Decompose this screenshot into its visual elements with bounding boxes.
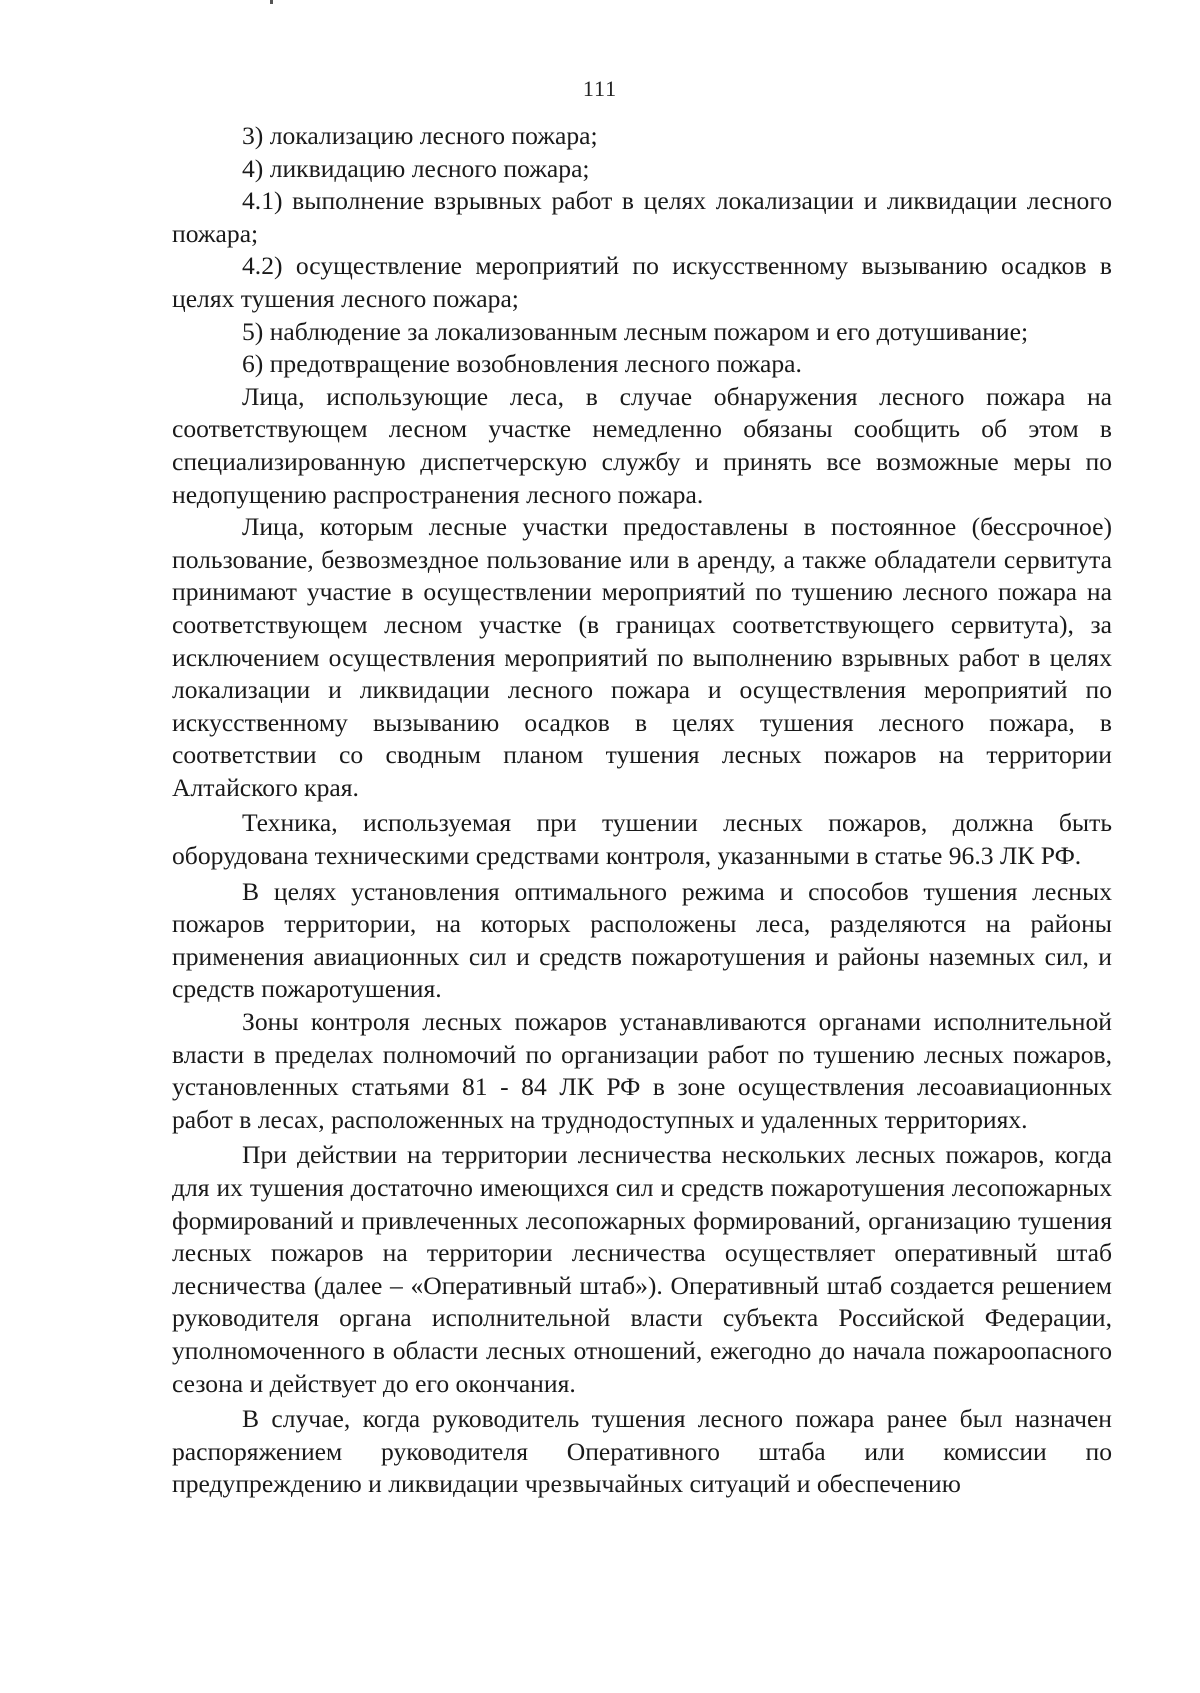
paragraph-forest-users-duty: Лица, использующие леса, в случае обнаружения лесного пожара на соответствующем лесном участке немедленно обязаны сообщить об этом в специализированную диспетчерскую службу и принять все возможные меры по недопущению распространения лесного пожара. bbox=[172, 381, 1112, 509]
list-item-5: 5) наблюдение за локализованным лесным пожаром и его дотушивание; bbox=[242, 316, 1029, 346]
document-body bbox=[172, 120, 1112, 1501]
list-item-4: 4) ликвидацию лесного пожара; bbox=[242, 153, 590, 183]
paragraph-control-zones: Зоны контроля лесных пожаров устанавливаются органами исполнительной власти в пределах полномочий по организации работ по тушению лесных пожаров, установленных статьями 81 - 84 ЛК РФ в зоне осуществления лесоавиационных работ в лесах, расположенных на труднодоступных и удаленных территориях. bbox=[172, 1007, 1112, 1134]
paragraph-fire-regions: В целях установления оптимального режима и способов тушения лесных пожаров территории, на которых расположены леса, разделяются на районы применения авиационных сил и средств пожаротушения и районы наземных сил, и средств пожаротушения. bbox=[172, 876, 1112, 1004]
page-number: 111 bbox=[582, 76, 618, 101]
paragraph-land-holders-participation: Лица, которым лесные участки предоставлены в постоянное (бессрочное) пользование, безвозмездное пользование или в аренду, а также обладатели сервитута принимают участие в осуществлении мероприятий по тушению лесного пожара на соответствующем лесном участке (в границах соответствующего сервитута), за исключением осуществления мероприятий по выполнению взрывных работ в целях локализации и ликвидации лесного пожара и осуществления мероприятий по искусственному вызыванию осадков в целях тушения лесного пожара, в соответствии со сводным планом тушения лесных пожаров на территории Алтайского края. bbox=[172, 512, 1112, 802]
list-item-3: 3) локализацию лесного пожара; bbox=[242, 121, 598, 150]
list-item-4-2: 4.2) осуществление мероприятий по искусственному вызыванию осадков в целях тушения лесного пожара; bbox=[172, 251, 1112, 313]
list-item-6: 6) предотвращение возобновления лесного пожара. bbox=[242, 349, 802, 379]
list-item-4-1: 4.1) выполнение взрывных работ в целях локализации и ликвидации лесного пожара; bbox=[172, 186, 1112, 248]
paragraph-fire-chief-appointment: В случае, когда руководитель тушения лесного пожара ранее был назначен распоряжением руководителя Оперативного штаба или комиссии по предупреждению и ликвидации чрезвычайных ситуаций и обеспечению bbox=[172, 1404, 1112, 1499]
paragraph-equipment-control: Техника, используемая при тушении лесных пожаров, должна быть оборудована техническими средствами контроля, указанными в статье 96.3 ЛК РФ. bbox=[172, 808, 1112, 871]
paragraph-operational-headquarters: При действии на территории лесничества нескольких лесных пожаров, когда для их тушения достаточно имеющихся сил и средств пожаротушения лесопожарных формирований и привлеченных лесопожарных формирований, организацию тушения лесных пожаров на территории лесничества осуществляет оперативный штаб лесничества (далее – «Оперативный штаб»). Оперативный штаб создается решением руководителя органа исполнительной власти субъекта Российской Федерации, уполномоченного в области лесных отношений, ежегодно до начала пожароопасного сезона и действует до его окончания. bbox=[172, 1140, 1112, 1398]
scan-speck bbox=[270, 0, 273, 4]
